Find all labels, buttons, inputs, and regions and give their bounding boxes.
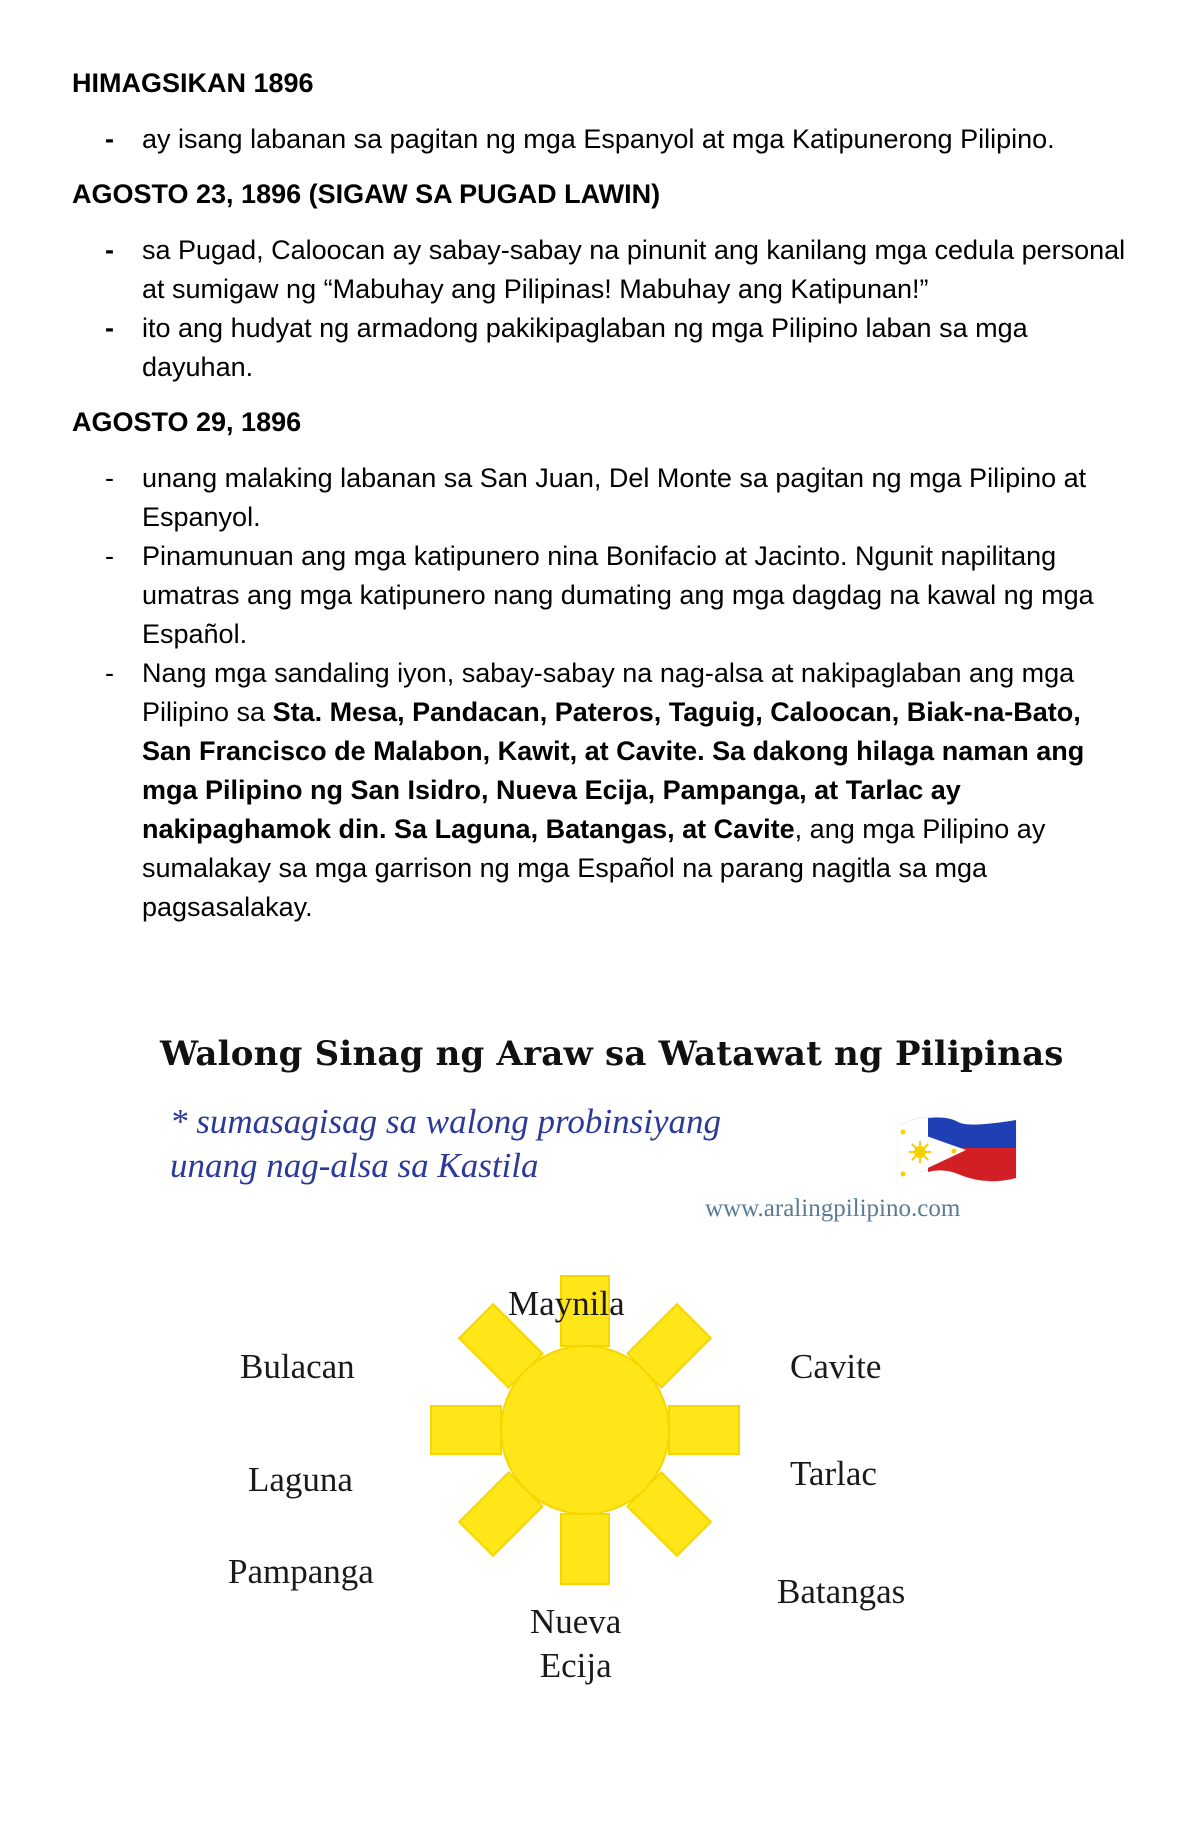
list-item: - Pinamunuan ang mga katipunero nina Bonifacio at Jacinto. Ngunit napilitang umatras ang mga katipunero nang dumating ang mga dagdag na kawal ng mga Español. [72,537,1132,654]
list-item: - ay isang labanan sa pagitan ng mga Espanyol at mga Katipunerong Pilipino. [72,120,1132,159]
label-bulacan: Bulacan [240,1347,355,1386]
list-item: - unang malaking labanan sa San Juan, Del Monte sa pagitan ng mga Pilipino at Espanyol. [72,459,1132,537]
sun-ray-nueva-ecija [561,1514,609,1584]
label-tarlac: Tarlac [790,1454,877,1493]
label-pampanga: Pampanga [228,1552,374,1591]
heading-agosto-29: AGOSTO 29, 1896 [72,407,302,437]
list-item: - Nang mga sandaling iyon, sabay-sabay na nag-alsa at nakipaglaban ang mga Pilipino sa Sta. Mesa, Pandacan, Pateros, Taguig, Caloocan, Biak-na-Bato, San Francisco de Malabon, Kawit, at Cavite. Sa dakong hilaga naman ang mga Pilipino ng San Isidro, Nueva Ecija, Pampanga, at Tarlac ay nakipaghamok din. Sa Laguna, Batangas, at Cavite, ang mga Pilipino ay sumalakay sa mga garrison ng mga Español na parang nagitla sa mga pagsasalakay. [72,654,1132,927]
dash-bullet-icon: - [105,124,114,154]
label-laguna: Laguna [248,1460,353,1499]
heading-himagsikan: HIMAGSIKAN 1896 [72,68,314,98]
label-nueva-ecija: Nueva Ecija [530,1602,622,1685]
label-maynila: Maynila [508,1284,625,1323]
sun-ray-laguna [431,1406,501,1454]
sun-disc [501,1346,669,1514]
list-item: - sa Pugad, Caloocan ay sabay-sabay na pinunit ang kanilang mga cedula personal at sumigaw ng “Mabuhay ang Pilipinas! Mabuhay ang Katipunan!” [72,231,1132,309]
heading-agosto-23: AGOSTO 23, 1896 (SIGAW SA PUGAD LAWIN) [72,179,661,209]
sun-rays-infographic [0,1020,1200,1740]
bold-places-text: Sta. Mesa, Pandacan, Pateros, Taguig, Caloocan, Biak-na-Bato, San Francisco de Malabon, Kawit, at Cavite. Sa dakong hilaga naman ang mga Pilipino ng San Isidro, Nueva Ecija, Pampanga, at Tarlac ay nakipaghamok din. Sa Laguna, Batangas, at Cavite [142,697,1085,844]
source-url: www.aralingpilipino.com [705,1195,961,1222]
sun-ray-tarlac [669,1406,739,1454]
dash-bullet-icon: - [105,658,114,688]
dash-bullet-icon: - [105,541,114,571]
dash-bullet-icon: - [105,463,114,493]
philippine-flag-icon [888,1108,1018,1188]
label-cavite: Cavite [790,1347,882,1386]
document-body [72,66,1132,945]
dash-bullet-icon: - [105,235,114,265]
list-item: - ito ang hudyat ng armadong pakikipaglaban ng mga Pilipino laban sa mga dayuhan. [72,309,1132,387]
label-batangas: Batangas [777,1572,906,1611]
infographic-subtitle: * sumasagisag sa walong probinsiyang unang nag-alsa sa Kastila [170,1102,721,1185]
dash-bullet-icon: - [105,313,114,343]
bullet-list-agosto-29 [72,459,1132,927]
bullet-list-agosto-23 [72,231,1132,387]
infographic-title: Walong Sinag ng Araw sa Watawat ng Pilipinas [160,1034,1064,1074]
bullet-list-himagsikan [72,120,1132,159]
